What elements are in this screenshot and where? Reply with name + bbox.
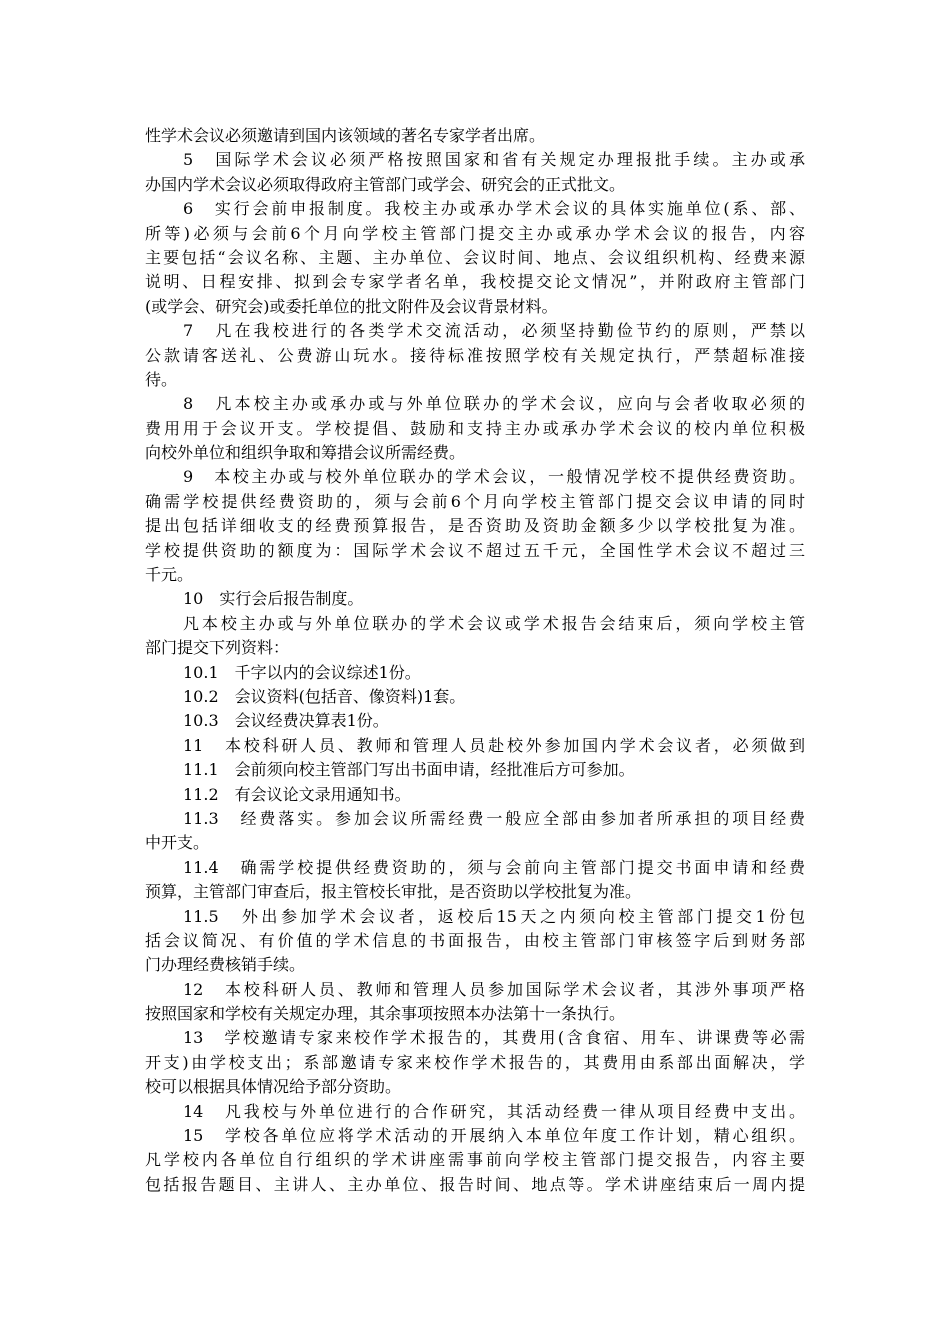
- text-line: (或学会、研究会)或委托单位的批文附件及会议背景材料。: [145, 296, 558, 316]
- text-line: 11.5 外出参加学术会议者，返校后15天之内须向校主管部门提交1份包: [183, 906, 805, 926]
- text-line: 5 国际学术会议必须严格按照国家和省有关规定办理报批手续。主办或承: [183, 150, 805, 170]
- text-line: 开支)由学校支出；系部邀请专家来校作学术报告的，其费用由系部出面解决，学: [145, 1052, 805, 1072]
- text-line: 括会议简况、有价值的学术信息的书面报告，由校主管部门审核签字后到财务部: [145, 930, 805, 950]
- text-line: 包括报告题目、主讲人、主办单位、报告时间、地点等。学术讲座结束后一周内提: [145, 1174, 805, 1194]
- text-line: 12 本校科研人员、教师和管理人员参加国际学术会议者，其涉外事项严格: [183, 979, 805, 999]
- text-line: 学校提供资助的额度为：国际学术会议不超过五千元，全国性学术会议不超过三: [145, 540, 805, 560]
- text-line: 说明、日程安排、拟到会专家学者名单，我校提交论文情况”，并附政府主管部门: [145, 272, 805, 292]
- text-line: 15 学校各单位应将学术活动的开展纳入本单位年度工作计划，精心组织。: [183, 1126, 805, 1146]
- document-body: [145, 124, 805, 1197]
- text-line: 11.1 会前须向校主管部门写出书面申请，经批准后方可参加。: [183, 760, 635, 780]
- text-line: 千元。: [145, 565, 194, 585]
- text-line: 公款请客送礼、公费游山玩水。接待标准按照学校有关规定执行，严禁超标准接: [145, 345, 805, 365]
- text-line: 所等)必须与会前6个月向学校主管部门提交主办或承办学术会议的报告，内容: [145, 223, 805, 243]
- text-line: 7 凡在我校进行的各类学术交流活动，必须坚持勤俭节约的原则，严禁以: [183, 321, 805, 341]
- text-line: 13 学校邀请专家来校作学术报告的，其费用(含食宿、用车、讲课费等必需: [183, 1028, 805, 1048]
- text-line: 办国内学术会议必须取得政府主管部门或学会、研究会的正式批文。: [145, 174, 626, 194]
- text-line: 11.2 有会议论文录用通知书。: [183, 784, 411, 804]
- text-line: 门办理经费核销手续。: [145, 955, 306, 975]
- text-line: 9 本校主办或与校外单位联办的学术会议，一般情况学校不提供经费资助。: [183, 467, 805, 487]
- text-line: 10 实行会后报告制度。: [183, 589, 364, 609]
- text-line: 待。: [145, 369, 178, 389]
- text-line: 提出包括详细收支的经费预算报告，是否资助及资助金额多少以学校批复为准。: [145, 516, 805, 536]
- text-line: 确需学校提供经费资助的，须与会前6个月向学校主管部门提交会议申请的同时: [145, 491, 805, 511]
- text-line: 向校外单位和组织争取和筹措会议所需经费。: [145, 443, 466, 463]
- text-line: 中开支。: [145, 833, 210, 853]
- text-line: 8 凡本校主办或承办或与外单位联办的学术会议，应向与会者收取必须的: [183, 394, 805, 414]
- text-line: 性学术会议必须邀请到国内该领域的著名专家学者出席。: [145, 126, 546, 145]
- text-line: 部门提交下列资料：: [145, 638, 290, 658]
- text-line: 预算，主管部门审查后，报主管校长审批，是否资助以学校批复为准。: [145, 882, 642, 902]
- text-line: 费用用于会议开支。学校提倡、鼓励和支持主办或承办学术会议的校内单位积极: [145, 418, 805, 438]
- text-line: 11 本校科研人员、教师和管理人员赴校外参加国内学术会议者，必须做到: [183, 735, 805, 755]
- text-line: 11.4 确需学校提供经费资助的，须与会前向主管部门提交书面申请和经费: [183, 857, 805, 877]
- text-line: 10.1 千字以内的会议综述1份。: [183, 662, 421, 682]
- text-line: 14 凡我校与外单位进行的合作研究，其活动经费一律从项目经费中支出。: [183, 1101, 805, 1121]
- text-line: 凡本校主办或与外单位联办的学术会议或学术报告会结束后，须向学校主管: [183, 613, 805, 633]
- text-line: 10.3 会议经费决算表1份。: [183, 711, 389, 731]
- text-line: 主要包括“会议名称、主题、主办单位、会议时间、地点、会议组织机构、经费来源: [145, 247, 805, 267]
- text-line: 校可以根据具体情况给予部分资助。: [145, 1077, 402, 1097]
- text-line: 6 实行会前申报制度。我校主办或承办学术会议的具体实施单位(系、部、: [183, 199, 805, 219]
- text-line: 按照国家和学校有关规定办理，其余事项按照本办法第十一条执行。: [145, 1004, 626, 1024]
- text-line: 10.2 会议资料(包括音、像资料)1套。: [183, 686, 466, 706]
- text-line: 凡学校内各单位自行组织的学术讲座需事前向学校主管部门提交报告，内容主要: [145, 1150, 805, 1170]
- text-line: 11.3 经费落实。参加会议所需经费一般应全部由参加者所承担的项目经费: [183, 808, 805, 828]
